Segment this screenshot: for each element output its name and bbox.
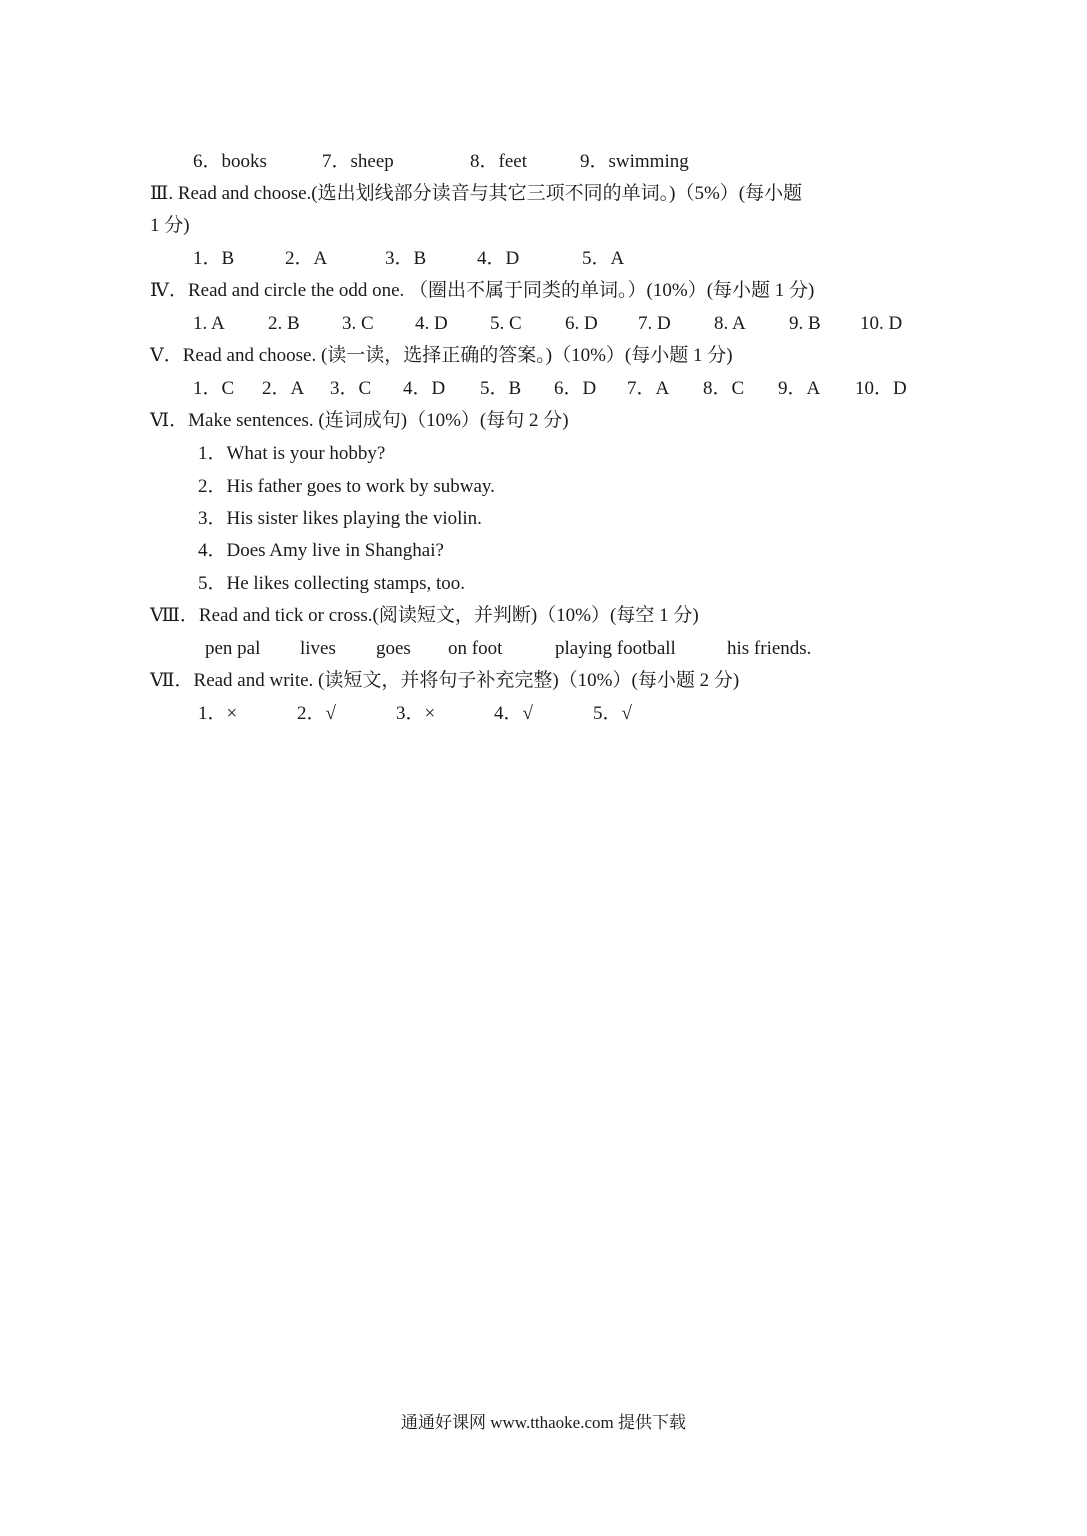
answer-item: 7. D	[638, 313, 671, 334]
answer-item: 2. B	[268, 313, 300, 334]
answer-item: 6．D	[554, 378, 597, 399]
answer-item: 2．√	[297, 703, 336, 724]
word-item: pen pal	[205, 638, 261, 659]
answer-item: 9．swimming	[580, 151, 689, 172]
answer-item: 5．B	[480, 378, 522, 399]
answer-item: 5．√	[593, 703, 632, 724]
answer-item: 2．A	[262, 378, 305, 399]
answer-item: 3．B	[385, 248, 427, 269]
answer-item: 10. D	[860, 313, 903, 334]
answer-item: 8．C	[703, 378, 745, 399]
word-item: his friends.	[727, 638, 812, 659]
sentence-item: 5．He likes collecting stamps, too.	[198, 573, 466, 594]
word-item: on foot	[448, 638, 503, 659]
section-3-heading-cont: 1 分)	[150, 215, 190, 236]
answer-item: 3. C	[342, 313, 374, 334]
answer-item: 6．books	[193, 151, 267, 172]
answer-item: 1．×	[198, 703, 238, 724]
section-3-heading: Ⅲ. Read and choose.(选出划线部分读音与其它三项不同的单词。)（5%）(每小题	[150, 183, 803, 204]
word-item: lives	[300, 638, 336, 659]
sentence-item: 3．His sister likes playing the violin.	[198, 508, 482, 529]
answer-item: 4．D	[477, 248, 520, 269]
answer-item: 1．C	[193, 378, 235, 399]
answer-item: 4．√	[494, 703, 533, 724]
section-6-heading: Ⅵ．Make sentences. (连词成句)（10%）(每句 2 分)	[150, 410, 569, 431]
answer-item: 1. A	[193, 313, 225, 334]
answer-item: 4．D	[403, 378, 446, 399]
answer-item: 4. D	[415, 313, 448, 334]
answer-item: 10．D	[855, 378, 907, 399]
sentence-item: 4．Does Amy live in Shanghai?	[198, 540, 444, 561]
section-8-heading: Ⅷ．Read and tick or cross.(阅读短文，并判断)（10%）(每空 1 分)	[150, 605, 699, 626]
answer-item: 1．B	[193, 248, 235, 269]
word-item: goes	[376, 638, 411, 659]
answer-item: 8. A	[714, 313, 746, 334]
section-7-heading: Ⅶ．Read and write. (读短文，并将句子补充完整)（10%）(每小题 2 分)	[150, 670, 740, 691]
sentence-item: 2．His father goes to work by subway.	[198, 476, 495, 497]
answer-item: 8．feet	[470, 151, 527, 172]
word-item: playing football	[555, 638, 676, 659]
page-footer: 通通好课网 www.tthaoke.com 提供下载	[400, 1413, 687, 1432]
answer-item: 5．A	[582, 248, 625, 269]
answer-item: 9．A	[778, 378, 821, 399]
answer-item: 2．A	[285, 248, 328, 269]
section-4-heading: Ⅳ．Read and circle the odd one. （圈出不属于同类的单词。）(10%）(每小题 1 分)	[150, 280, 815, 301]
answer-item: 5. C	[490, 313, 522, 334]
sentence-item: 1．What is your hobby?	[198, 443, 386, 464]
answer-item: 7．A	[627, 378, 670, 399]
answer-item: 6. D	[565, 313, 598, 334]
section-5-heading: Ⅴ．Read and choose. (读一读，选择正确的答案。)（10%）(每小题 1 分)	[150, 345, 733, 366]
answer-item: 3．×	[396, 703, 436, 724]
answer-item: 9. B	[789, 313, 821, 334]
answer-item: 7．sheep	[322, 151, 394, 172]
answer-item: 3．C	[330, 378, 372, 399]
